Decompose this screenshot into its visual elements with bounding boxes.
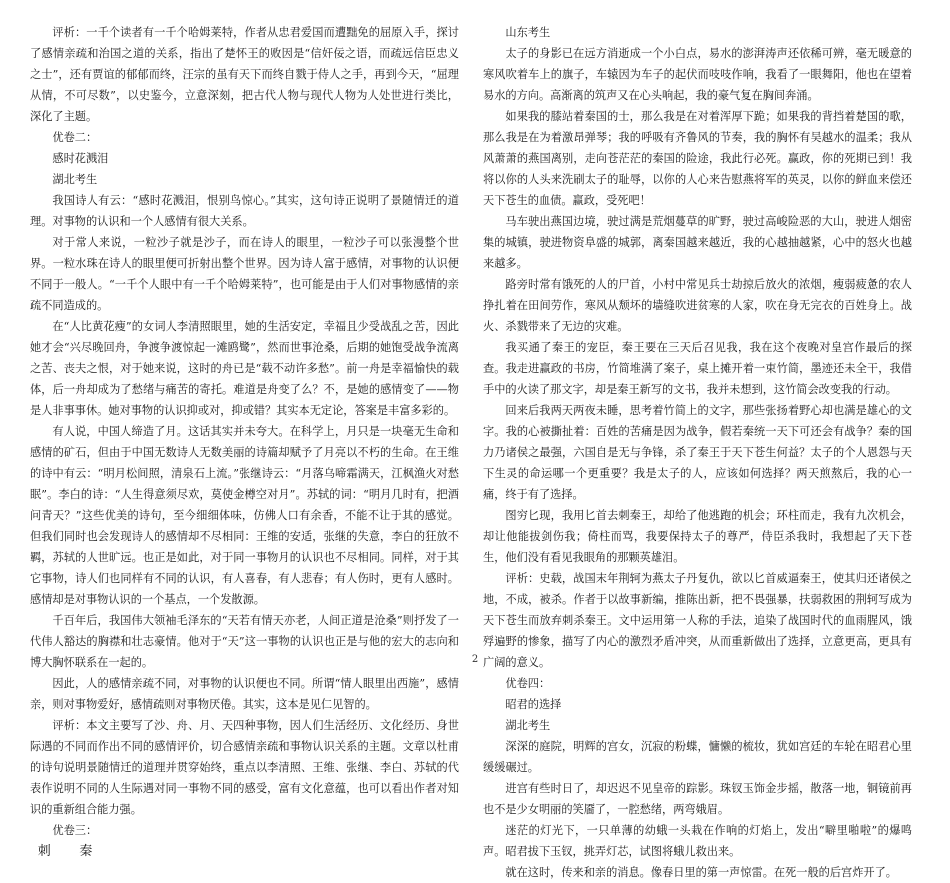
- paragraph: 如果我的膝站着秦国的士，那么我是在对着浑厚下跪；如果我的背挡着楚国的歌，那么我是在为着激昂弹琴；我的呼吸有齐鲁风的节奏，我的胸怀有吴越水的温柔；我从风萧萧的燕国离别，走向苍茫茫的秦国的险途，我此行必死。赢政，你的死期已到！我将以你的人头来洗刷太子的耻辱，以你的人心来告慰燕将军的英灵，以你的鲜血来偿还天下苍生的血债。赢政，受死吧！: [483, 110, 912, 207]
- section-heading: 优卷二：: [52, 131, 98, 144]
- paragraph: 图穷匕现，我用匕首去刺秦王，却给了他逃跑的机会；环柱而走，我有九次机会，却让他能拔剑伤我；倚柱而骂，我要保持太子的尊严，侍臣杀我时，我想起了天下苍生，他们没有看见我眼角的那颗英雄泪。: [483, 509, 912, 564]
- section-heading: 山东考生: [505, 26, 551, 39]
- paragraph: 评析：一千个读者有一千个哈姆莱特，作者从忠君爱国而遭黜免的屈原入手，探讨了感情亲疏和治国之道的关系，指出了楚怀王的败因是“信奸佞之语，而疏远信臣忠义之士”，还有贾谊的郁郁而终，汪宗的虽有天下而终自戮于侍人之手，再到今天，“屈理从情，不可尽数”，以史鉴今，立意深刻，把古代人物与现代人物为人处世进行类比，深化了主题。: [30, 26, 459, 123]
- paragraph: 迷茫的灯光下，一只单薄的幼蛾一头栽在作响的灯焰上，发出“噼里啪啦”的爆鸣声。昭君拔下玉钗，挑弄灯芯，试图将蛾儿救出来。: [483, 824, 912, 858]
- section-heading: 湖北考生: [505, 719, 551, 732]
- paragraph: 路旁时常有饿死的人的尸首，小村中常见兵士劫掠后放火的浓烟，瘦弱疲惫的农人挣扎着在田间劳作，寒风从颓坏的墙缝吹进贫寒的人家，吹在身无完衣的百姓身上。战火、杀戮带来了无边的灾难。: [483, 278, 912, 333]
- paragraph: 进宫有些时日了，却迟迟不见皇帝的踪影。珠钗玉饰金步摇，散落一地，铜镜前再也不是少女明丽的笑靥了，一腔愁绪，两弯娥眉。: [483, 782, 912, 816]
- paragraph: 我国诗人有云：“感时花溅泪，恨别鸟惊心。”其实，这句诗正说明了景随情迁的道理。对事物的认识和一个人感情有很大关系。: [30, 194, 459, 228]
- paragraph: 对于常人来说，一粒沙子就是沙子，而在诗人的眼里，一粒沙子可以张漫整个世界。一粒水珠在诗人的眼里便可折射出整个世界。因为诗人富于感情，对事物的认识便不同于一般人。“一千个人眼中有一千个哈姆莱特”，也可能是由于人们对事物感情的亲疏不同造成的。: [30, 236, 459, 312]
- paragraph: 千百年后，我国伟大领袖毛泽东的“天若有情天亦老，人间正道是沧桑”则抒发了一代伟人豁达的胸襟和壮志豪情。他对于“天”这一事物的认识也正是与他的宏大的志向和博大胸怀联系在一起的。: [30, 614, 459, 669]
- paragraph: 就在这时，传来和亲的消息。像春日里的第一声惊雷。在死一般的后宫炸开了。: [505, 866, 897, 879]
- paragraph: 因此，人的感情亲疏不同，对事物的认识便也不同。所谓“情人眼里出西施”，感情亲，则对事物爱好，感情疏则对事物厌倦。其实，这本是见仁见智的。: [30, 677, 459, 711]
- right-column: [483, 22, 912, 883]
- page-number: 2: [471, 654, 479, 665]
- paragraph: 有人说，中国人缔造了月。这话其实并未夸大。在科学上，月只是一块毫无生命和感情的矿石，但由于中国无数诗人无数美丽的诗篇却赋予了月亮以不朽的生命。在王维的诗中有云：“明月松间照，清泉石上流。”张继诗云：“月落乌啼霜满天，江枫渔火对愁眠”。李白的诗：“人生得意须尽欢，莫使金樽空对月”。苏轼的词：“明月几时有，把酒问青天？”这些优美的诗句，至今细细体味，仿佛人口有余香，不能不让于其的感觉。但我们同时也会发现诗人的感情却不尽相同：王维的安适，张继的失意，李白的狂放不羁，苏轼的人世旷远。也正是如此，对于同一事物月的认识也不尽相同。同样，对于其它事物，诗人们也同样有不同的认识，有人喜春，有人悲春；有人伤时，更有人感时。感情却是对事物认识的一个基点，一个发散源。: [30, 425, 459, 606]
- section-heading: 感时花溅泪: [52, 152, 109, 165]
- section-heading: 优卷三：: [52, 824, 98, 837]
- paragraph: 评析：史载，战国末年荆轲为燕太子丹复仇，欲以匕首威逼秦王，使其归还诸侯之地，不成，被杀。作者于以故事新编，推陈出新，把不畏强暴，扶弱救困的荆轲写成为天下苍生而放弃刺杀秦王。文中运用第一人称的手法，追染了战国时代的血雨腥风，饿殍遍野的惨象，描写了内心的激烈矛盾冲突，从而重新做出了选择，立意更高，更具有广阔的意义。: [483, 572, 912, 669]
- paragraph: 在“人比黄花瘦”的女词人李清照眼里，她的生活安定，幸福且少受战乱之苦，因此她才会“兴尽晚回舟，争渡争渡惊起一滩鸥鹭”，然而世事沧桑，后期的她饱受战争流离之苦、丧夫之恨，对于她来说，这时的舟已是“载不动许多愁”。前一舟是幸福愉快的载体，后一舟却成为了愁绪与痛苦的寄托。难道是舟变了么？不，是她的感情变了——物是人非事事休。她对事物的认识抑或对，抑或错？其实本无定论，答案是丰富多彩的。: [30, 320, 459, 417]
- section-heading: 优卷四：: [505, 677, 551, 690]
- left-column: [30, 22, 459, 862]
- paragraph: 我买通了秦王的宠臣，秦王要在三天后召见我，我在这个夜晚对皇宫作最后的探查。我走进赢政的书房，竹简堆满了案子，桌上摊开着一束竹简，墨迹还未全干，我借手中的火读了那文字，却是秦王新写的文书，我并未想到，这竹简会改变我的行动。: [483, 341, 912, 396]
- section-heading: 昭君的选择: [505, 698, 562, 711]
- essay-title: 刺秦: [37, 844, 121, 859]
- paragraph: 太子的身影已在远方消逝成一个小白点，易水的澎湃涛声还依稀可辨，毫无暖意的寒风吹着车上的旗子，车辕因为车子的起伏而吱吱作响，我看了一眼舞阳，他也在望着易水的方向。高渐离的筑声又在心头响起，我的豪气复在胸间奔涌。: [483, 47, 912, 102]
- paragraph: 深深的庭院，明辉的宫女，沉寂的粉蝶，慵懒的梳妆，犹如宫廷的车轮在昭君心里缓缓碾过。: [483, 740, 912, 774]
- paragraph: 马车驶出燕国边境，驶过满是荒烟蔓草的旷野，驶过高峻险恶的大山，驶进人烟密集的城镇，驶进物资阜盛的城郭，离秦国越来越近，我的心越抽越紧，心中的怒火也越来越多。: [483, 215, 912, 270]
- paragraph: 回来后我两天两夜未睡，思考着竹简上的文字，那些张扬着野心却也满是雄心的文字。我的心被撕扯着：百姓的苦痛是因为战争，假若秦统一天下可还会有战争？秦的国力乃诸侯之最强，六国自是无与争锋，杀了秦王于天下苍生何益？太子的个人恩怨与天下生灵的命运哪一个更重要？我是太子的人，应该如何选择？两天煎熬后，我的心一痛，终于有了选择。: [483, 404, 912, 501]
- section-heading: 湖北考生: [52, 173, 98, 186]
- paragraph: 评析：本文主要写了沙、舟、月、天四种事物，因人们生活经历、文化经历、身世际遇的不同而作出不同的感情评价，切合感情亲疏和事物认识关系的主题。文章以杜甫的诗句说明景随情迁的道理并贯穿始终，重点以李清照、王维、张继、李白、苏轼的代表作说明不同的人生际遇对同一事物不同的感受，富有文化意蕴，也可以看出作者对知识的重新组合能力强。: [30, 719, 459, 816]
